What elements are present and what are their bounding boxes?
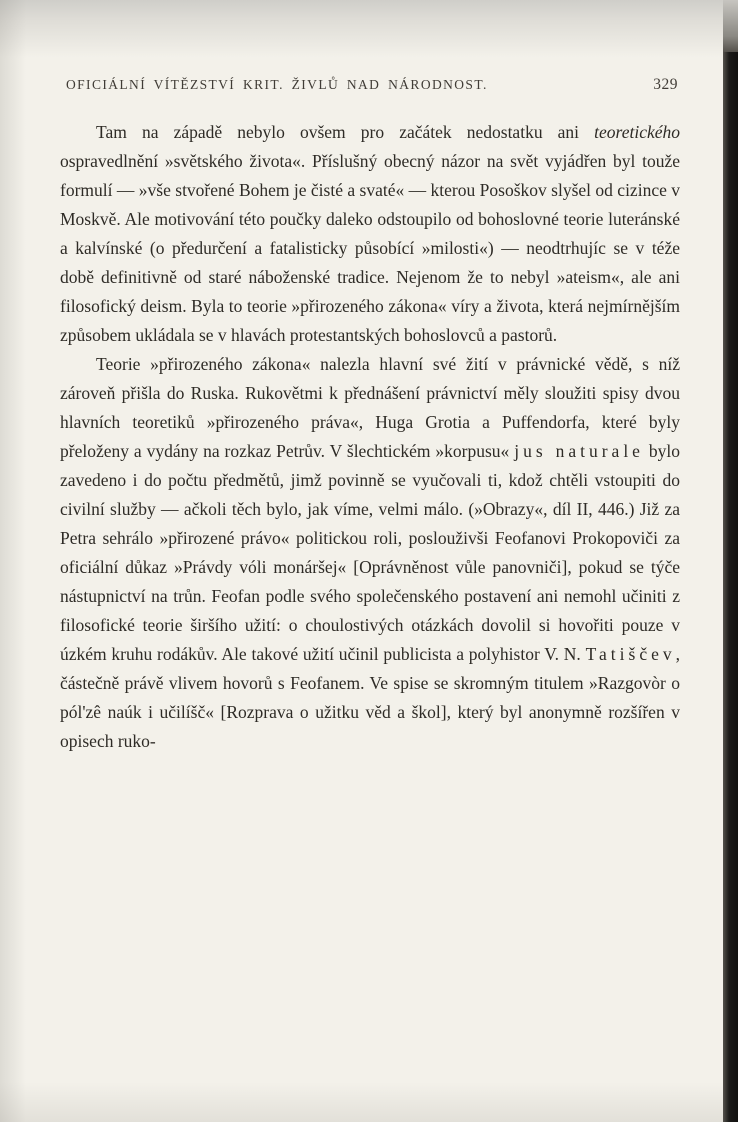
paragraph-2-text-3: , částečně právě vlivem hovorů s Feofanem. Ve spise se skromným titulem »Razgovòr o pól'zê naúk i učilíšč« [Rozprava o užitku věd a škol], který byl anonymně rozšířen v opisech ruko- bbox=[60, 644, 680, 751]
scan-edge-shadow bbox=[723, 52, 738, 1122]
paragraph-2-text-1: Teorie »přirozeného zákona« nalezla hlavní své žití v právnické vědě, s níž zároveň přišla do Ruska. Rukovětmi k přednášení právnictví měly sloužiti spisy dvou hlavních teoretiků »přirozeného práva«, Huga Grotia a Puffendorfa, které byly přeloženy a vydány na rozkaz Petrův. V šlechtickém »korpusu« bbox=[60, 354, 680, 461]
paragraph-1-text-start: Tam na západě nebylo ovšem pro začátek nedostatku ani bbox=[96, 122, 595, 142]
scan-top-shadow bbox=[0, 0, 738, 64]
scan-bottom-shadow bbox=[0, 1082, 723, 1122]
paragraph-2 bbox=[60, 350, 680, 756]
running-header bbox=[60, 76, 680, 94]
page-content bbox=[60, 76, 680, 756]
spaced-name-tatiscev: Tatiščev bbox=[585, 644, 676, 664]
running-header-title: OFICIÁLNÍ VÍTĚZSTVÍ KRIT. ŽIVLŮ NAD NÁRODNOST. bbox=[66, 77, 488, 92]
scan-left-shadow bbox=[0, 0, 26, 1122]
spaced-term-jus-naturale: jus naturale bbox=[514, 441, 644, 461]
paragraph-2-text-2: bylo zavedeno i do počtu předmětů, jimž povinně se vyučovali ti, kdož chtěli vstoupiti do civilní služby — ačkoli těch bylo, jak víme, velmi málo. (»Obrazy«, díl II, 446.) Již za Petra sehrálo »přirozené právo« politickou roli, poslouživši Feofanovi Prokopoviči za oficiální důkaz »Právdy vóli monáršej« [Oprávněnost vůle panovniči], pokud se týče nástupnictví na trůn. Feofan podle svého společenského postavení ani nemohl učiniti z filosofické teorie širšího užití: o choulostivých otázkách dovolil si hovořiti pouze v úzkém kruhu rodákův. Ale takové užití učinil publicista a polyhistor V. N. bbox=[60, 441, 680, 664]
paragraph-1-text-end: ospravedlnění »světského života«. Příslušný obecný názor na svět vyjádřen byl touže formulí — »vše stvořené Bohem je čisté a svaté« — kterou Posoškov slyšel od cizince v Moskvě. Ale motivování této poučky daleko odstoupilo od bohoslovné teorie luteránské a kalvínské (o předurčení a fatalisticky působící »milosti«) — neodtrhujíc se v téže době definitivně od staré náboženské tradice. Nejenom že to nebyl »ateism«, ale ani filosofický deism. Byla to teorie »přirozeného zákona« víry a života, která nejmírnějším způsobem ukládala se v hlavách protestantských bohoslovců a pastorů. bbox=[60, 151, 680, 345]
body-text bbox=[60, 118, 680, 756]
italic-term-teoretickeho: teoretického bbox=[594, 122, 680, 142]
page-number: 329 bbox=[653, 76, 678, 93]
scan-edge-top bbox=[723, 0, 738, 52]
paragraph-1 bbox=[60, 118, 680, 350]
